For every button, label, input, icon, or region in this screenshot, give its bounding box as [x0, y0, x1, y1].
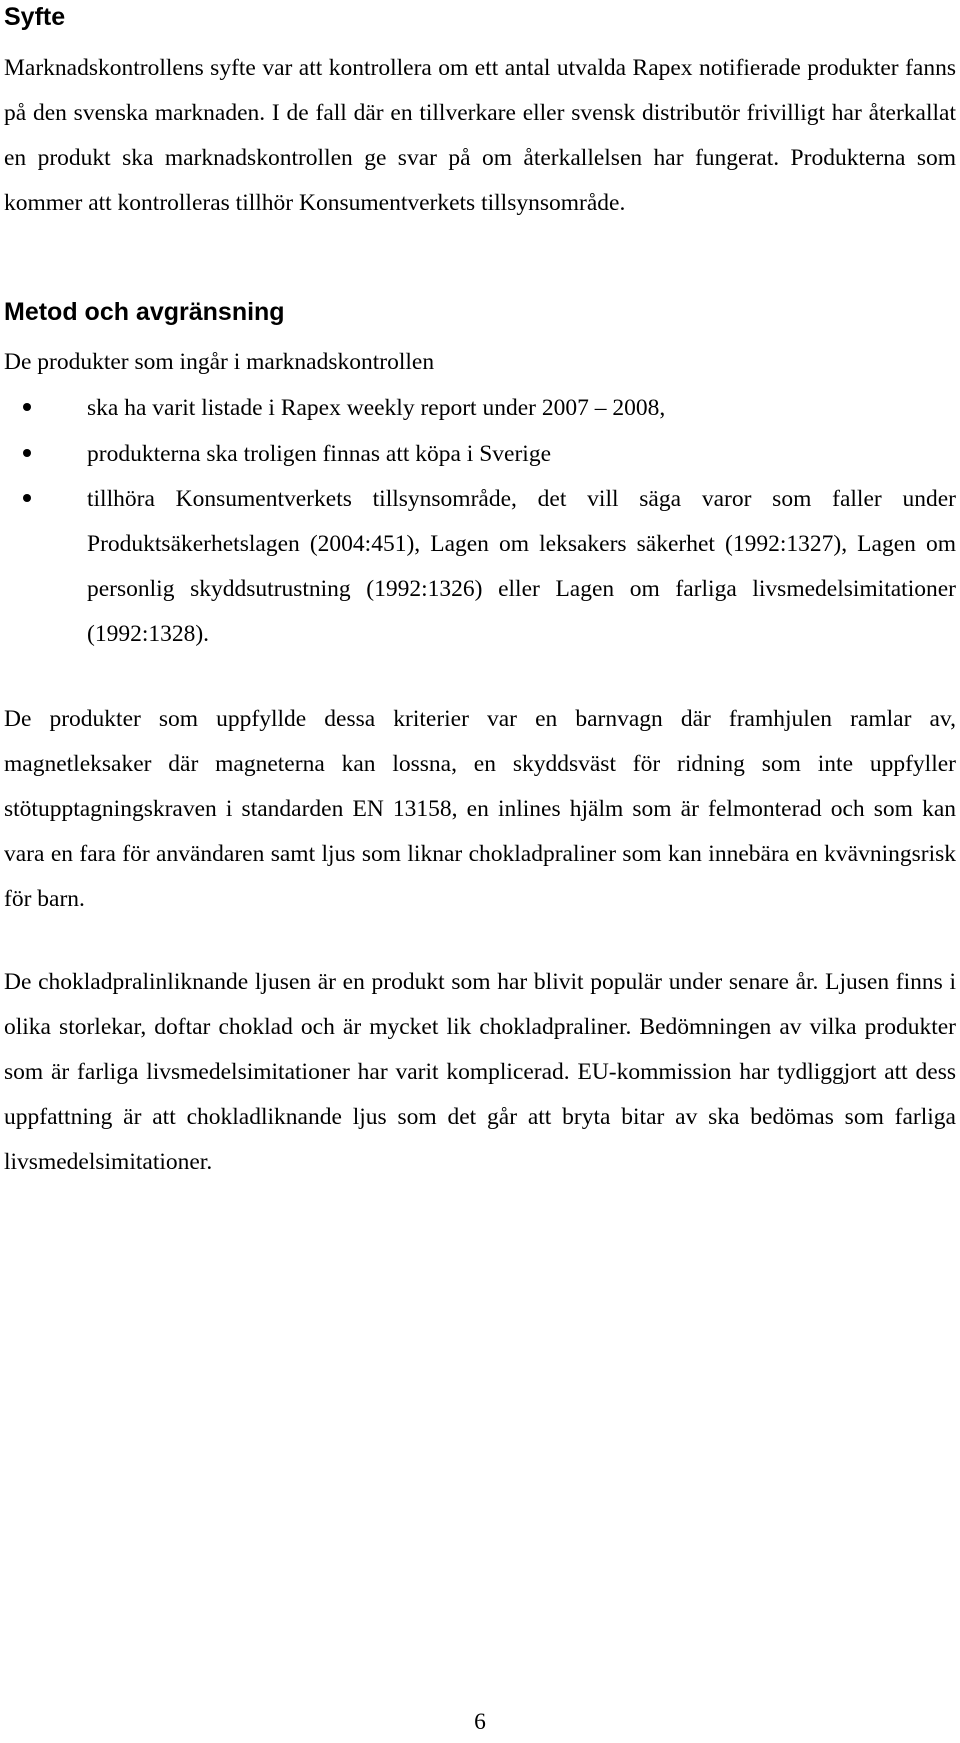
metod-paragraph-1: De produkter som uppfyllde dessa kriterier var en barnvagn där framhjulen ramlar av, magnetleksaker där magneterna kan lossna, en skyddsväst för ridning som inte uppfyller stötupptagningskraven i standarden EN 13158, en inlines hjälm som är felmonterad och som kan vara en fara för användaren samt ljus som liknar chokladpraliner som kan innebära en kvävningsrisk för barn. — [4, 706, 956, 912]
list-item — [87, 432, 956, 477]
list-item — [87, 477, 956, 657]
bullet-icon — [23, 494, 31, 502]
page-number: 6 — [474, 1709, 486, 1735]
bullet-icon — [23, 449, 31, 457]
metod-intro: De produkter som ingår i marknadskontrollen — [4, 349, 435, 375]
criteria-text: produkterna ska troligen finnas att köpa i Sverige — [87, 441, 551, 467]
criteria-text: tillhöra Konsumentverkets tillsynsområde, det vill säga varor som faller under Produktsäkerhetslagen (2004:451), Lagen om leksakers säkerhet (1992:1327), Lagen om personlig skyddsutrustning (1992:1326) eller Lagen om farliga livsmedelsimitationer (1992:1328). — [87, 486, 956, 647]
syfte-paragraph: Marknadskontrollens syfte var att kontrollera om ett antal utvalda Rapex notifierade produkter fanns på den svenska marknaden. I de fall där en tillverkare eller svensk distributör frivilligt har återkallat en produkt ska marknadskontrollen ge svar på om återkallelsen har fungerat. Produkterna som kommer att kontrolleras tillhör Konsumentverkets tillsynsområde. — [4, 55, 956, 216]
list-item — [87, 386, 956, 431]
bullet-icon — [23, 403, 31, 411]
metod-paragraph-2: De chokladpralinliknande ljusen är en produkt som har blivit populär under senare år. Ljusen finns i olika storlekar, doftar choklad och är mycket lik chokladpraliner. Bedömningen av vilka produkter som är farliga livsmedelsimitationer har varit komplicerad. EU-kommission har tydliggjort att dess uppfattning är att chokladliknande ljus som det går att bryta bitar av ska bedömas som farliga livsmedelsimitationer. — [4, 969, 956, 1175]
section-heading-metod: Metod och avgränsning — [4, 298, 285, 326]
criteria-text: ska ha varit listade i Rapex weekly report under 2007 – 2008, — [87, 395, 666, 421]
section-heading-syfte: Syfte — [4, 3, 66, 31]
